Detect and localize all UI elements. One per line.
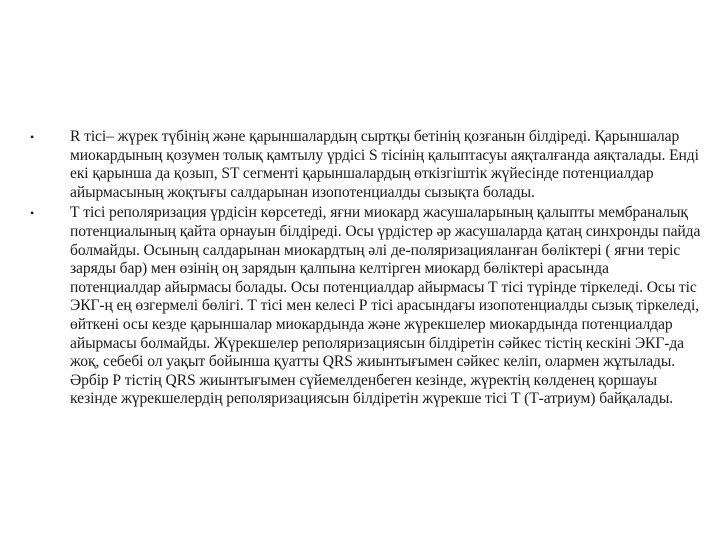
bullet-list: [30, 128, 702, 411]
bullet-item-t-wave: [30, 204, 702, 409]
bullet-dot-icon: •: [30, 206, 35, 221]
bullet-dot-icon: •: [30, 130, 35, 144]
bullet-text-t-wave: Т тісі реполяризация үрдісін көрсетеді, яғни миокард жасушаларының қалыпты мембраналық потенциалының қайта орнауын білдіреді. Осы үрдістер әр жасушаларда қатаң синхронды пайда болмайды. Осының салдарынан миокардтың әлі де-поляризацияланған бөліктері ( яғни теріс заряды бар) мен өзінің оң зарядын қалпына келтірген миокард бөліктері арасында потенциалдар айырмасы болады. Осы потенциалдар айырмасы Т тісі түрінде тіркеледі. Осы тіс ЭКГ-ң ең өзгермелі бөлігі. Т тісі мен келесі Р тісі арасындағы изопотенциалды сызық тіркеледі, өйткені осы кезде қарыншалар миокардында және жүрекшелер миокардында потенциалдар айырмасы болмайды. Жүрекшелер реполяризациясын білдіретін сәйкес тістің кескіні ЭКГ-да жоқ, себебі ол уақыт бойынша қуатты QRS жиынтығымен сәйкес келіп, олармен жұтылады. Әрбір Р тістің QRS жиынтығымен сүйемелденбеген кезінде, жүректің көлденең қоршауы кезінде жүрекшелердің реполяризациясын білдіретін жүрекше тісі Т (Т-атриум) байқалады.: [70, 204, 701, 408]
bullet-text-r-wave: R тісі– жүрек түбінің және қарыншалардың сыртқы бетінің қозғанын білдіреді. Қарыншалар миокардының қозумен толық қамтылу үрдісі S тісінің қалыптасуы аяқталғанда аяқталады. Енді екі қарынша да қозып, ST сегменті қарыншалардың өткізгіштік жүйесінде потенциалдар айырмасының жоқтығы салдарынан изопотенциалды сызықта болады.: [70, 128, 699, 201]
bullet-item-r-wave: [30, 128, 702, 202]
